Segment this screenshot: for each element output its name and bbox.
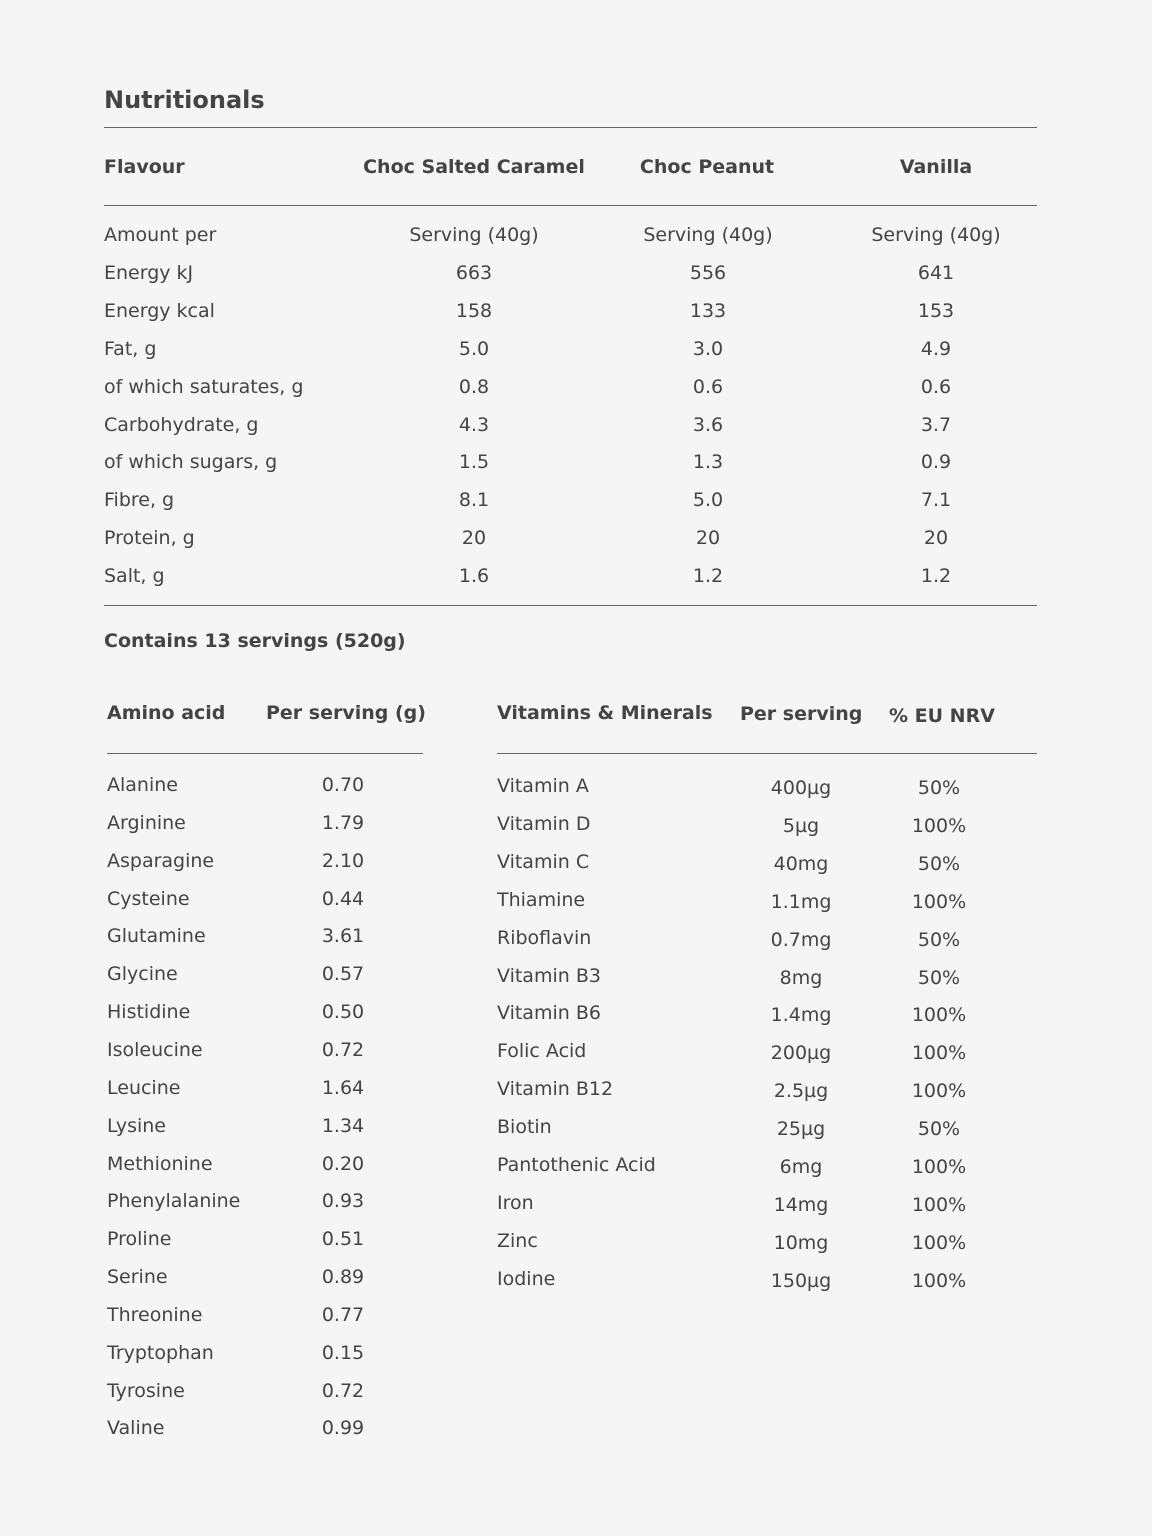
vitamin-nrv: 100% bbox=[911, 1156, 967, 1178]
nutrient-label: Fat, g bbox=[104, 337, 157, 360]
amino-acid-value: 0.15 bbox=[321, 1341, 365, 1364]
nutrient-label: Protein, g bbox=[104, 527, 195, 550]
vitamin-name: Folic Acid bbox=[497, 1040, 587, 1063]
amino-acid-value: 0.20 bbox=[321, 1152, 365, 1175]
choc-salted-caramel-value: 20 bbox=[461, 527, 487, 550]
vitamin-nrv: 100% bbox=[911, 890, 967, 913]
title-divider bbox=[104, 127, 1037, 128]
vitamin-name: Vitamin D bbox=[497, 812, 591, 835]
amino-acid-name: Tryptophan bbox=[107, 1341, 214, 1364]
vitamin-name: Vitamin B3 bbox=[497, 964, 601, 987]
vitamin-nrv: 50% bbox=[917, 777, 961, 799]
vitamin-name: Riboflavin bbox=[497, 926, 592, 949]
choc-salted-caramel-value: 158 bbox=[455, 299, 493, 322]
vitamin-nrv: 100% bbox=[911, 1004, 967, 1027]
vitamins-header-divider bbox=[497, 753, 1037, 754]
vitamin-per-serving: 150µg bbox=[770, 1269, 832, 1292]
choc-salted-caramel-value: 1.6 bbox=[458, 565, 490, 588]
vitamins-header-nrv: % EU NRV bbox=[889, 705, 995, 727]
nutrient-label: Fibre, g bbox=[104, 489, 175, 512]
nutrition-bottom-divider bbox=[104, 605, 1037, 606]
choc-salted-caramel-value: Serving (40g) bbox=[409, 224, 539, 246]
choc-peanut-value: 556 bbox=[689, 261, 727, 284]
vitamin-name: Pantothenic Acid bbox=[497, 1154, 656, 1176]
choc-peanut-value: 3.6 bbox=[692, 413, 724, 436]
amino-acid-value: 0.99 bbox=[321, 1417, 365, 1440]
vitamin-per-serving: 14mg bbox=[773, 1193, 829, 1216]
nutrient-label: of which saturates, g bbox=[104, 375, 304, 398]
nutrient-label: Energy kJ bbox=[104, 261, 194, 284]
vitamin-name: Iron bbox=[497, 1191, 534, 1214]
amino-acid-value: 0.50 bbox=[321, 1001, 365, 1024]
amino-acid-value: 0.72 bbox=[321, 1379, 365, 1402]
servings-note: Contains 13 servings (520g) bbox=[104, 630, 406, 652]
vitamin-nrv: 100% bbox=[911, 814, 967, 837]
nutrition-header-choc-peanut: Choc Peanut bbox=[639, 156, 775, 178]
vitamin-per-serving: 10mg bbox=[773, 1231, 829, 1254]
vanilla-value: 3.7 bbox=[920, 413, 952, 436]
vitamin-per-serving: 0.7mg bbox=[770, 928, 832, 951]
vitamin-nrv: 100% bbox=[911, 1269, 967, 1292]
vanilla-value: 7.1 bbox=[920, 489, 952, 512]
vitamin-per-serving: 40mg bbox=[773, 852, 829, 875]
choc-peanut-value: Serving (40g) bbox=[643, 224, 773, 246]
amino-acid-value: 1.64 bbox=[321, 1076, 365, 1099]
vitamin-nrv: 50% bbox=[917, 966, 961, 989]
vitamin-name: Zinc bbox=[497, 1229, 538, 1252]
choc-salted-caramel-value: 663 bbox=[455, 261, 493, 284]
choc-salted-caramel-value: 8.1 bbox=[458, 489, 490, 512]
vanilla-value: 0.9 bbox=[920, 451, 952, 474]
vitamin-name: Biotin bbox=[497, 1116, 552, 1139]
vitamin-nrv: 50% bbox=[917, 1118, 961, 1141]
choc-peanut-value: 20 bbox=[695, 527, 721, 550]
choc-peanut-value: 1.3 bbox=[692, 451, 724, 474]
choc-peanut-value: 5.0 bbox=[692, 489, 724, 512]
nutrition-header-vanilla: Vanilla bbox=[899, 156, 973, 178]
vitamin-per-serving: 1.1mg bbox=[770, 890, 832, 913]
vitamin-per-serving: 1.4mg bbox=[770, 1004, 832, 1027]
amino-acid-name: Lysine bbox=[107, 1114, 166, 1137]
vitamin-per-serving: 2.5µg bbox=[773, 1080, 829, 1103]
vitamin-nrv: 50% bbox=[917, 852, 961, 875]
amino-acid-name: Leucine bbox=[107, 1076, 181, 1099]
amino-acid-value: 0.51 bbox=[321, 1228, 365, 1251]
vanilla-value: 641 bbox=[917, 261, 955, 284]
amino-acid-name: Serine bbox=[107, 1266, 168, 1289]
vitamins-header-per-serving: Per serving bbox=[740, 703, 863, 725]
vitamin-nrv: 50% bbox=[917, 928, 961, 951]
amino-acid-value: 0.70 bbox=[321, 774, 365, 796]
vanilla-value: 4.9 bbox=[920, 337, 952, 360]
amino-acid-value: 2.10 bbox=[321, 849, 365, 872]
nutrition-header-flavour: Flavour bbox=[104, 156, 185, 178]
vitamin-name: Vitamin C bbox=[497, 850, 590, 873]
choc-peanut-value: 133 bbox=[689, 299, 727, 322]
vanilla-value: 1.2 bbox=[920, 565, 952, 588]
amino-acid-name: Tyrosine bbox=[107, 1379, 185, 1402]
vitamin-name: Vitamin B12 bbox=[497, 1078, 614, 1101]
choc-peanut-value: 3.0 bbox=[692, 337, 724, 360]
nutrition-header-choc-salted-caramel: Choc Salted Caramel bbox=[363, 156, 585, 178]
vitamin-nrv: 100% bbox=[911, 1231, 967, 1254]
amino-acid-value: 0.77 bbox=[321, 1303, 365, 1326]
vanilla-value: Serving (40g) bbox=[871, 224, 1001, 246]
amino-acid-value: 1.79 bbox=[321, 811, 365, 834]
nutrient-label: Amount per bbox=[104, 224, 217, 246]
vitamin-name: Vitamin A bbox=[497, 775, 589, 797]
amino-header-per-serving: Per serving (g) bbox=[266, 702, 426, 724]
vitamin-per-serving: 200µg bbox=[770, 1042, 832, 1065]
vitamin-per-serving: 8mg bbox=[779, 966, 823, 989]
choc-peanut-value: 0.6 bbox=[692, 375, 724, 398]
nutrient-label: of which sugars, g bbox=[104, 451, 278, 474]
amino-acid-name: Glycine bbox=[107, 963, 178, 986]
choc-peanut-value: 1.2 bbox=[692, 565, 724, 588]
vitamin-name: Thiamine bbox=[497, 888, 586, 911]
vitamin-nrv: 100% bbox=[911, 1080, 967, 1103]
amino-acid-name: Valine bbox=[107, 1417, 165, 1440]
choc-salted-caramel-value: 4.3 bbox=[458, 413, 490, 436]
nutrition-header-divider bbox=[104, 205, 1037, 206]
vitamin-per-serving: 25µg bbox=[776, 1118, 826, 1141]
choc-salted-caramel-value: 1.5 bbox=[458, 451, 490, 474]
amino-header-divider bbox=[107, 753, 423, 754]
amino-acid-value: 3.61 bbox=[321, 925, 365, 948]
choc-salted-caramel-value: 0.8 bbox=[458, 375, 490, 398]
amino-acid-name: Asparagine bbox=[107, 849, 215, 872]
amino-acid-name: Cysteine bbox=[107, 887, 190, 910]
amino-acid-name: Threonine bbox=[107, 1303, 203, 1326]
vitamin-per-serving: 5µg bbox=[782, 814, 820, 837]
vitamin-nrv: 100% bbox=[911, 1042, 967, 1065]
amino-acid-value: 0.93 bbox=[321, 1190, 365, 1213]
amino-header-name: Amino acid bbox=[107, 702, 226, 724]
vitamin-name: Iodine bbox=[497, 1267, 556, 1290]
amino-acid-value: 0.57 bbox=[321, 963, 365, 986]
choc-salted-caramel-value: 5.0 bbox=[458, 337, 490, 360]
vitamin-per-serving: 400µg bbox=[770, 777, 832, 799]
vitamin-nrv: 100% bbox=[911, 1193, 967, 1216]
amino-acid-value: 0.44 bbox=[321, 887, 365, 910]
amino-acid-name: Phenylalanine bbox=[107, 1190, 241, 1213]
nutrient-label: Salt, g bbox=[104, 565, 165, 588]
vitamin-per-serving: 6mg bbox=[779, 1156, 823, 1178]
vitamin-name: Vitamin B6 bbox=[497, 1002, 601, 1025]
amino-acid-name: Methionine bbox=[107, 1152, 213, 1175]
page-title: Nutritionals bbox=[104, 86, 265, 114]
vitamins-header-name: Vitamins & Minerals bbox=[497, 702, 713, 724]
amino-acid-value: 0.89 bbox=[321, 1266, 365, 1289]
amino-acid-name: Glutamine bbox=[107, 925, 206, 948]
vanilla-value: 153 bbox=[917, 299, 955, 322]
vanilla-value: 0.6 bbox=[920, 375, 952, 398]
nutrient-label: Energy kcal bbox=[104, 299, 215, 322]
amino-acid-value: 1.34 bbox=[321, 1114, 365, 1137]
vanilla-value: 20 bbox=[923, 527, 949, 550]
amino-acid-name: Histidine bbox=[107, 1001, 191, 1024]
amino-acid-name: Arginine bbox=[107, 811, 186, 834]
nutrient-label: Carbohydrate, g bbox=[104, 413, 259, 436]
amino-acid-name: Proline bbox=[107, 1228, 172, 1251]
amino-acid-value: 0.72 bbox=[321, 1038, 365, 1061]
amino-acid-name: Alanine bbox=[107, 774, 178, 796]
amino-acid-name: Isoleucine bbox=[107, 1038, 203, 1061]
